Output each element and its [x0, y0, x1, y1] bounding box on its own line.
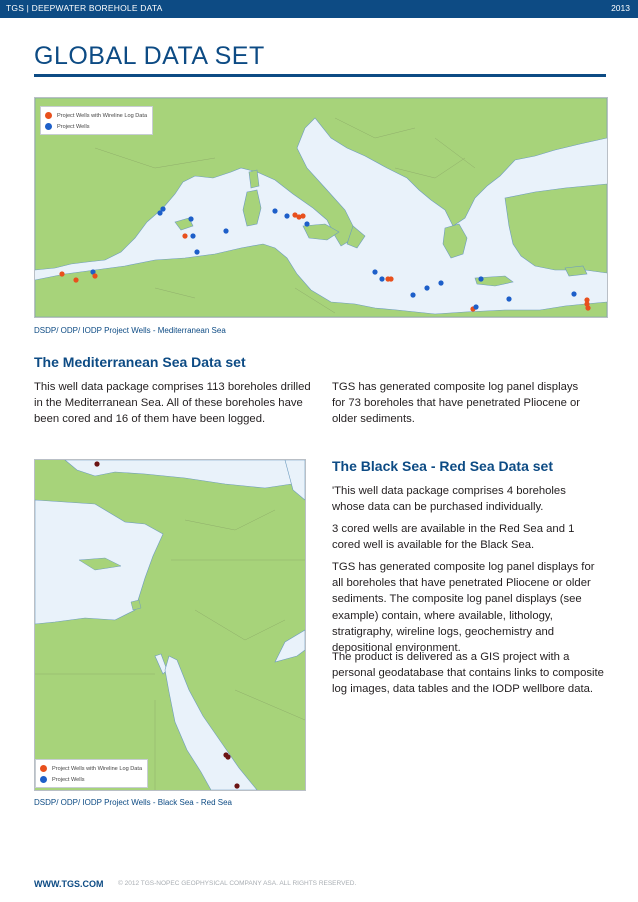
footer-copyright: © 2012 TGS-NOPEC GEOPHYSICAL COMPANY ASA. ALL RIGHTS RESERVED.: [118, 880, 357, 887]
header-year: 2013: [611, 3, 630, 13]
black-red-sea-heading: The Black Sea - Red Sea Data set: [332, 458, 553, 474]
page-title: GLOBAL DATA SET: [34, 42, 265, 70]
legend-row-wells: [45, 121, 147, 132]
mediterranean-map-caption: DSDP/ ODP/ IODP Project Wells - Mediterranean Sea: [34, 326, 226, 335]
black-red-sea-paragraph-4: The product is delivered as a GIS project with a personal geodatabase that contains links to composite log images, data tables and the IODP wellbore data.: [332, 651, 604, 696]
mediterranean-paragraph-1: This well data package comprises 113 boreholes drilled in the Mediterranean Sea. All of these boreholes have been cored and 16 of them have been logged.: [34, 381, 311, 426]
title-divider: [34, 74, 606, 77]
legend-label-wireline: Project Wells with Wireline Log Data: [57, 112, 148, 119]
header-title: TGS | DEEPWATER BOREHOLE DATA: [6, 3, 163, 13]
legend-label-wells: Project Wells: [52, 776, 85, 783]
legend-row-wireline: [45, 110, 147, 121]
legend-label-wireline: Project Wells with Wireline Log Data: [52, 765, 143, 772]
black-red-sea-paragraph-1: 'This well data package comprises 4 boreholes whose data can be purchased individually.: [332, 485, 566, 514]
red-sea-map-legend: [35, 759, 148, 788]
red-sea-map-caption: DSDP/ ODP/ IODP Project Wells - Black Sea - Red Sea: [34, 798, 232, 807]
black-red-sea-paragraph-2: 3 cored wells are available in the Red Sea and 1 cored well is available for the Black Sea.: [332, 523, 575, 552]
well-dot-icon: [40, 776, 47, 783]
mediterranean-heading: The Mediterranean Sea Data set: [34, 354, 246, 370]
header-bar: [0, 0, 638, 18]
red-sea-map: [34, 459, 306, 791]
wireline-dot-icon: [45, 112, 52, 119]
legend-row-wireline: [40, 763, 142, 774]
legend-label-wells: Project Wells: [57, 123, 90, 130]
legend-row-wells: [40, 774, 142, 785]
wireline-dot-icon: [40, 765, 47, 772]
mediterranean-map-legend: [40, 106, 153, 135]
black-red-sea-paragraph-3: TGS has generated composite log panel displays for all boreholes that have penetrated Pliocene or older sediments. The composite log panel displays (see example) contain, where available, lithology, stratigraphy, wireline logs, geochemistry and depositional environment.: [332, 561, 595, 655]
well-dot-icon: [45, 123, 52, 130]
mediterranean-paragraph-2: TGS has generated composite log panel displays for 73 boreholes that have penetrated Pliocene or older sediments.: [332, 381, 581, 426]
footer-website-link[interactable]: WWW.TGS.COM: [34, 879, 104, 889]
mediterranean-map: [34, 97, 608, 318]
red-sea-map-graphic: [35, 460, 305, 790]
